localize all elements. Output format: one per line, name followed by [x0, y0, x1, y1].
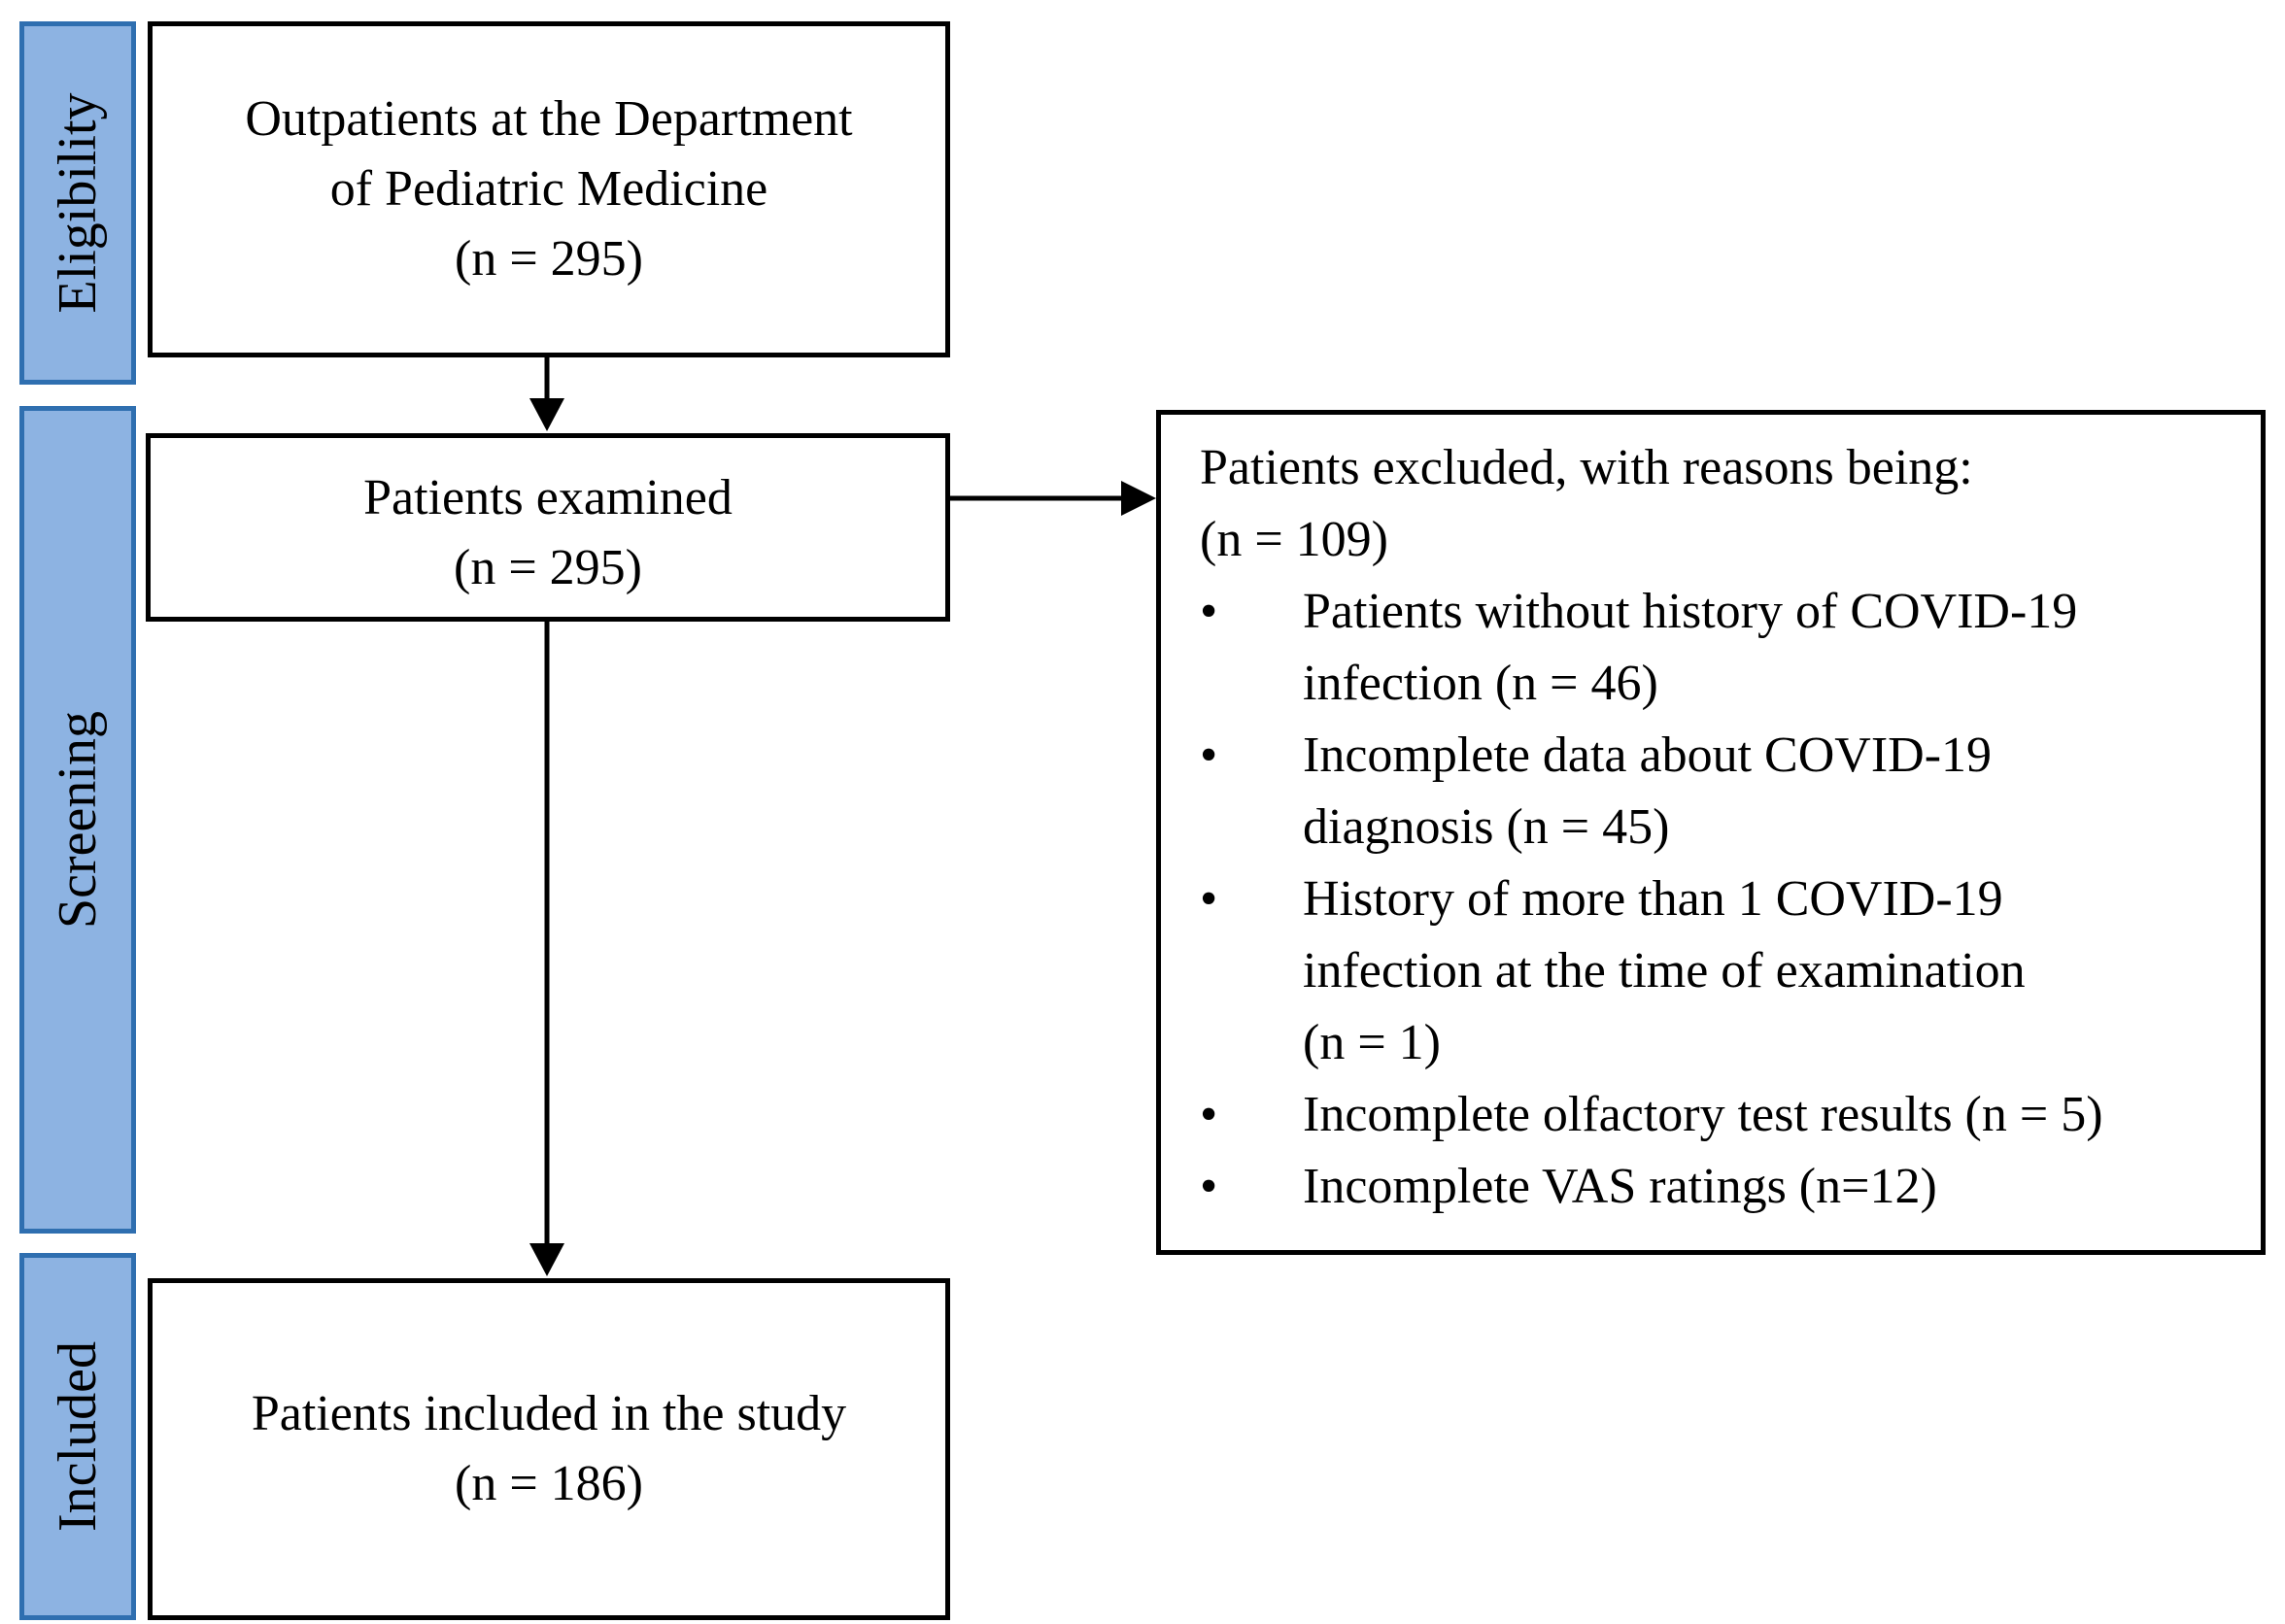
reason-line: • Patients without history of COVID-19 — [1303, 584, 2078, 639]
reason-line: • Incomplete olfactory test results (n = 5) — [1303, 1087, 2103, 1142]
examined-line1: Patients examined — [363, 470, 733, 525]
reason-line: (n = 1) — [1303, 1015, 1441, 1070]
outpatients-line1: Outpatients at the Department — [245, 91, 853, 147]
arrowhead-icon — [529, 1243, 564, 1276]
reason-line: diagnosis (n = 45) — [1303, 799, 1670, 855]
reason-line: • Incomplete VAS ratings (n=12) — [1303, 1159, 1937, 1214]
reason-line: infection at the time of examination — [1303, 943, 2026, 998]
outpatients-count: (n = 295) — [455, 231, 643, 287]
stage-label-included-text: Included — [48, 1341, 108, 1532]
outpatients-line2: of Pediatric Medicine — [329, 161, 768, 217]
excluded-count: (n = 109) — [1200, 512, 1388, 567]
arrowhead-icon — [1121, 481, 1156, 516]
arrowhead-icon — [529, 398, 564, 431]
stage-label-screening-text: Screening — [48, 711, 108, 929]
included-line1: Patients included in the study — [251, 1386, 847, 1441]
reason-line: • History of more than 1 COVID-19 — [1303, 871, 2003, 927]
reason-line: • Incomplete data about COVID-19 — [1303, 727, 1993, 783]
stage-label-eligibility-text: Eligibility — [48, 92, 108, 314]
reason-line: infection (n = 46) — [1303, 656, 1658, 711]
excluded-heading: Patients excluded, with reasons being: — [1200, 440, 1973, 495]
included-count: (n = 186) — [455, 1456, 643, 1511]
examined-count: (n = 295) — [454, 540, 642, 595]
